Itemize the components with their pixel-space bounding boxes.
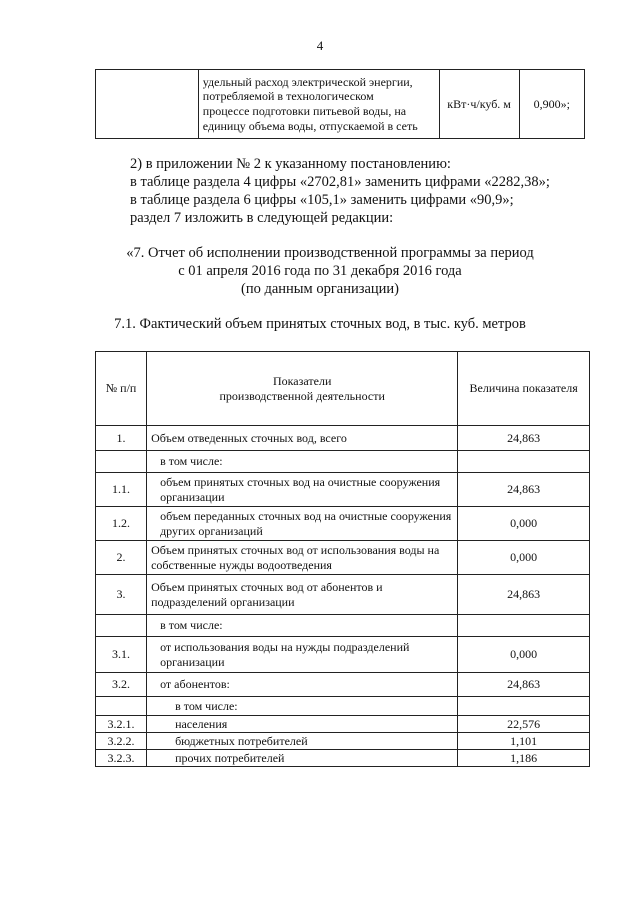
table-row xyxy=(96,541,590,575)
section-title-line: (по данным организации) xyxy=(240,281,399,297)
description-line: единицу объема воды, отпускаемой в сеть xyxy=(202,118,418,133)
row-num xyxy=(96,451,147,473)
row-value xyxy=(458,451,590,473)
paragraph-line: раздел 7 изложить в следующей редакции: xyxy=(130,210,394,226)
row-num xyxy=(96,697,147,716)
header-indicator-line: производственной деятельности xyxy=(219,388,385,403)
table-row xyxy=(96,716,590,733)
section-title-line: «7. Отчет об исполнении производственной программы за период xyxy=(126,245,534,261)
section-title-line: с 01 апреля 2016 года по 31 декабря 2016 года xyxy=(178,263,462,279)
row-desc: в том числе: xyxy=(147,451,458,473)
table-row xyxy=(96,697,590,716)
row-value: 0,000 xyxy=(458,541,590,575)
continuation-table xyxy=(95,69,585,139)
row-value: 22,576 xyxy=(458,716,590,733)
paragraph-line: в таблице раздела 4 цифры «2702,81» заменить цифрами «2282,38»; xyxy=(130,174,550,190)
description-line: потребляемой в технологическом xyxy=(202,89,374,104)
header-value: Величина показателя xyxy=(458,352,590,426)
table-row xyxy=(96,426,590,451)
row-desc: объем принятых сточных вод на очистные сооружения организации xyxy=(147,473,458,507)
row-value: 0,000 xyxy=(458,637,590,673)
row-num: 3.2.2. xyxy=(96,733,147,750)
page-number: 4 xyxy=(316,38,324,53)
table-row xyxy=(96,733,590,750)
row-desc: от абонентов: xyxy=(147,673,458,697)
row-value: 24,863 xyxy=(458,473,590,507)
row-num: 3.2.3. xyxy=(96,750,147,767)
table-row xyxy=(96,507,590,541)
row-num: 3.2. xyxy=(96,673,147,697)
description-line: удельный расход электрической энергии, xyxy=(202,74,413,89)
row-value: 1,101 xyxy=(458,733,590,750)
row-desc: бюджетных потребителей xyxy=(147,733,458,750)
row-desc: Объем отведенных сточных вод, всего xyxy=(147,426,458,451)
description-line: процессе подготовки питьевой воды, на xyxy=(202,104,407,118)
row-num: 3.2.1. xyxy=(96,716,147,733)
table-row xyxy=(96,615,590,637)
subsection-title: 7.1. Фактический объем принятых сточных вод, в тыс. куб. метров xyxy=(114,316,526,332)
header-num: № п/п xyxy=(96,352,147,426)
table-row xyxy=(96,473,590,507)
row-num: 2. xyxy=(96,541,147,575)
wastewater-table xyxy=(95,351,590,767)
value-cell: 0,900»; xyxy=(519,70,584,139)
header-indicator-line: Показатели xyxy=(272,374,332,389)
row-value: 1,186 xyxy=(458,750,590,767)
paragraph-line: в таблице раздела 6 цифры «105,1» заменить цифрами «90,9»; xyxy=(130,192,514,208)
table-row xyxy=(96,70,585,139)
table-row xyxy=(96,750,590,767)
indicator-description xyxy=(198,70,439,139)
row-value xyxy=(458,697,590,716)
empty-cell xyxy=(96,70,199,139)
row-desc: Объем принятых сточных вод от абонентов и подразделений организации xyxy=(147,575,458,615)
row-value: 0,000 xyxy=(458,507,590,541)
row-desc: прочих потребителей xyxy=(147,750,458,767)
row-desc: Объем принятых сточных вод от использования воды на собственные нужды водоотведения xyxy=(147,541,458,575)
row-value: 24,863 xyxy=(458,575,590,615)
row-num xyxy=(96,615,147,637)
row-num: 1.2. xyxy=(96,507,147,541)
row-num: 1. xyxy=(96,426,147,451)
row-desc: в том числе: xyxy=(147,615,458,637)
row-desc: объем переданных сточных вод на очистные сооружения других организаций xyxy=(147,507,458,541)
table-row xyxy=(96,575,590,615)
row-num: 3.1. xyxy=(96,637,147,673)
table-row xyxy=(96,673,590,697)
row-num: 3. xyxy=(96,575,147,615)
paragraph-line: 2) в приложении № 2 к указанному постановлению: xyxy=(130,156,451,172)
table-row xyxy=(96,451,590,473)
row-value: 24,863 xyxy=(458,426,590,451)
unit-cell: кВт·ч/куб. м xyxy=(439,70,519,139)
row-value: 24,863 xyxy=(458,673,590,697)
row-desc: населения xyxy=(147,716,458,733)
table-row xyxy=(96,637,590,673)
row-num: 1.1. xyxy=(96,473,147,507)
row-value xyxy=(458,615,590,637)
header-row xyxy=(96,352,590,426)
row-desc: от использования воды на нужды подразделений организации xyxy=(147,637,458,673)
row-desc: в том числе: xyxy=(147,697,458,716)
header-indicator xyxy=(147,352,458,426)
